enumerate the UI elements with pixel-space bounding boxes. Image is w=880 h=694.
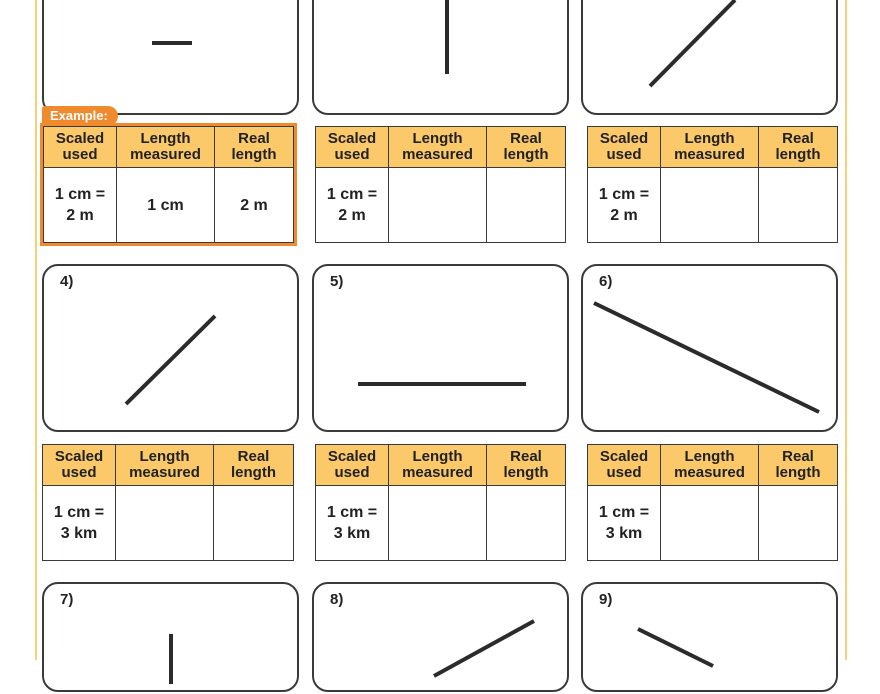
- line-segment-7: [44, 584, 301, 694]
- page-border-left: [35, 0, 37, 660]
- scale-cell: [44, 168, 117, 243]
- problem-number: 9): [599, 591, 613, 608]
- problem-panel-5: [312, 264, 569, 432]
- problem-panel-7: [42, 582, 299, 692]
- scale-top: 1 cm =: [326, 504, 378, 521]
- problem-number: 4): [60, 273, 74, 290]
- scale-cell: [316, 168, 389, 243]
- real-cell[interactable]: [214, 486, 294, 561]
- header-real: Real length: [487, 127, 566, 168]
- header-measured: Length measured: [661, 445, 759, 486]
- problem-number: 6): [599, 273, 613, 290]
- header-real: Real length: [214, 445, 294, 486]
- header-real: Real length: [487, 445, 566, 486]
- scale-bottom: 2 m: [66, 207, 94, 224]
- scale-top: 1 cm =: [598, 186, 650, 203]
- scale-cell: [43, 486, 116, 561]
- measured-cell[interactable]: [661, 168, 759, 243]
- header-real: Real length: [759, 445, 838, 486]
- line-segment-2: [314, 0, 571, 117]
- scale-top: 1 cm =: [54, 186, 106, 203]
- scale-bottom: 2 m: [338, 207, 366, 224]
- header-scale: Scaled used: [316, 445, 389, 486]
- scale-top: 1 cm =: [53, 504, 105, 521]
- answer-table-2: [315, 126, 566, 243]
- header-scale: Scaled used: [588, 127, 661, 168]
- answer-table-3: [587, 126, 838, 243]
- problem-number: 7): [60, 591, 74, 608]
- line-segment-3: [583, 0, 840, 117]
- line-segment-4: [44, 266, 301, 434]
- line-segment-5: [314, 266, 571, 434]
- real-cell[interactable]: [487, 486, 566, 561]
- scale-cell: [588, 486, 661, 561]
- scale-bottom: 3 km: [605, 525, 643, 542]
- scale-bottom: 2 m: [610, 207, 638, 224]
- header-scale: Scaled used: [588, 445, 661, 486]
- header-scale: Scaled used: [44, 127, 117, 168]
- scale-top: 1 cm =: [598, 504, 650, 521]
- answer-table-6: [587, 444, 838, 561]
- scale-top: 1 cm =: [326, 186, 378, 203]
- line-segment-9: [583, 584, 840, 694]
- problem-panel-1: [42, 0, 299, 115]
- real-cell[interactable]: [759, 486, 838, 561]
- answer-table-4: [42, 444, 294, 561]
- measured-cell[interactable]: [116, 486, 214, 561]
- header-scale: Scaled used: [43, 445, 116, 486]
- problem-number: 5): [330, 273, 344, 290]
- header-measured: Length measured: [389, 127, 487, 168]
- problem-panel-6: [581, 264, 838, 432]
- scale-bottom: 3 km: [333, 525, 371, 542]
- scale-cell: [316, 486, 389, 561]
- line-segment-6: [583, 266, 840, 434]
- problem-panel-2: [312, 0, 569, 115]
- header-measured: Length measured: [116, 445, 214, 486]
- page-border-right: [845, 0, 847, 660]
- scale-cell: [588, 168, 661, 243]
- header-scale: Scaled used: [316, 127, 389, 168]
- problem-number: 8): [330, 591, 344, 608]
- real-cell[interactable]: [759, 168, 838, 243]
- header-real: Real length: [759, 127, 838, 168]
- line-segment-8: [314, 584, 571, 694]
- header-measured: Length measured: [661, 127, 759, 168]
- problem-panel-4: [42, 264, 299, 432]
- header-real: Real length: [215, 127, 294, 168]
- scale-bottom: 3 km: [60, 525, 98, 542]
- measured-cell: 1 cm: [117, 168, 215, 243]
- header-measured: Length measured: [117, 127, 215, 168]
- answer-table-1: [43, 126, 294, 243]
- measured-cell[interactable]: [389, 486, 487, 561]
- real-cell[interactable]: [487, 168, 566, 243]
- answer-table-5: [315, 444, 566, 561]
- example-badge: Example:: [42, 106, 118, 126]
- problem-panel-3: [581, 0, 838, 115]
- problem-panel-9: [581, 582, 838, 692]
- line-segment-1: [44, 0, 301, 117]
- header-measured: Length measured: [389, 445, 487, 486]
- problem-panel-8: [312, 582, 569, 692]
- real-cell: 2 m: [215, 168, 294, 243]
- measured-cell[interactable]: [389, 168, 487, 243]
- measured-cell[interactable]: [661, 486, 759, 561]
